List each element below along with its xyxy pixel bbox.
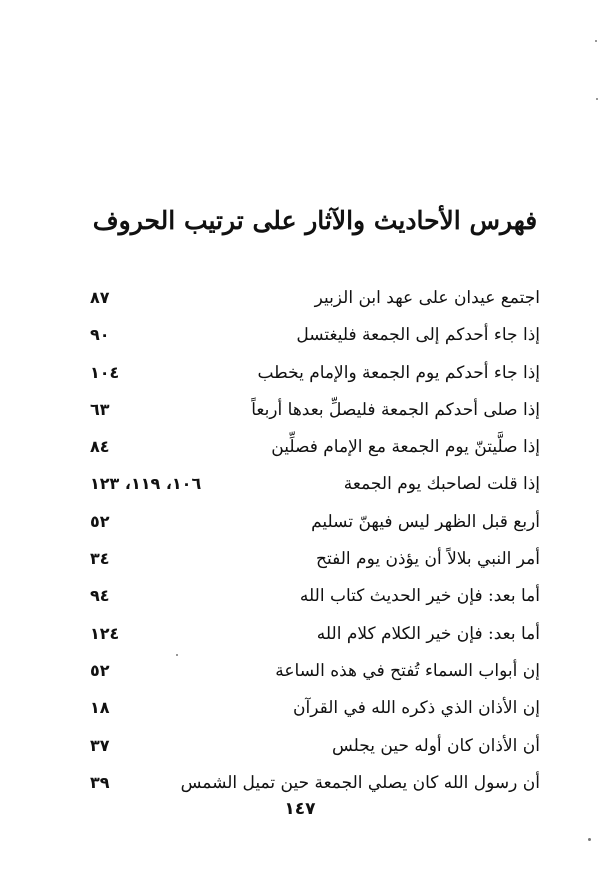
index-entry — [90, 729, 540, 766]
index-entry — [90, 654, 540, 691]
entry-page-numbers: ٣٩ — [90, 772, 110, 792]
entry-page-numbers: ٨٧ — [90, 288, 110, 307]
index-entry — [90, 318, 540, 355]
entry-text: أن الأذان كان أوله حين يجلس — [332, 735, 540, 756]
entry-text: اجتمع عيدان على عهد ابن الزبير — [314, 288, 540, 308]
entry-page-numbers: ٩٤ — [90, 586, 110, 606]
scan-speck — [588, 838, 591, 841]
entry-text: أمر النبي بلالاً أن يؤذن يوم الفتح — [316, 549, 540, 570]
index-entry — [90, 691, 540, 728]
entry-page-numbers: ٣٧ — [90, 735, 110, 755]
index-entry — [90, 579, 540, 616]
entry-text: أربع قبل الظهر ليس فيهنّ تسليم — [311, 511, 540, 532]
index-entry — [90, 542, 540, 579]
index-title: فهرس الأحاديث والآثار على ترتيب الحروف — [92, 206, 538, 235]
entry-text: إذا قلت لصاحبك يوم الجمعة — [343, 474, 540, 495]
entry-text: إن الأذان الذي ذكره الله في القرآن — [293, 698, 540, 719]
entry-text: إذا صلى أحدكم الجمعة فليصلِّ بعدها أربعاً — [251, 399, 540, 420]
entry-page-numbers: ١٢٤ — [90, 623, 120, 643]
entry-page-numbers: ١٠٦، ١١٩، ١٢٣ — [90, 474, 202, 494]
entry-text: إذا جاء أحدكم يوم الجمعة والإمام يخطب — [257, 362, 540, 383]
entry-text: أما بعد: فإن خير الحديث كتاب الله — [299, 586, 540, 607]
entry-page-numbers: ١٠٤ — [90, 362, 120, 382]
entry-text: إن أبواب السماء تُفتح في هذه الساعة — [275, 660, 540, 681]
entry-text: إذا صلَّيتنّ يوم الجمعة مع الإمام فصلِّين — [271, 437, 540, 458]
index-entry — [90, 467, 540, 504]
entry-page-numbers: ٣٤ — [90, 549, 110, 569]
entry-page-numbers: ٩٠ — [90, 325, 110, 345]
index-entry — [90, 281, 540, 318]
entry-text: أما بعد: فإن خير الكلام كلام الله — [316, 623, 540, 644]
index-list — [90, 281, 540, 803]
page-number: ١٤٧ — [284, 799, 316, 819]
index-entry — [90, 617, 540, 654]
entry-page-numbers: ٥٢ — [90, 511, 110, 531]
index-entry — [90, 356, 540, 393]
scan-speck — [176, 654, 178, 656]
entry-text: إذا جاء أحدكم إلى الجمعة فليغتسل — [296, 325, 540, 346]
entry-page-numbers: ٦٣ — [90, 399, 110, 419]
entry-page-numbers: ١٨ — [90, 698, 110, 718]
index-entry — [90, 505, 540, 542]
entry-page-numbers: ٥٢ — [90, 660, 110, 680]
index-entry — [90, 430, 540, 467]
entry-text: أن رسول الله كان يصلي الجمعة حين تميل الشمس — [180, 772, 540, 793]
scan-speck — [595, 40, 597, 42]
index-entry — [90, 393, 540, 430]
entry-page-numbers: ٨٤ — [90, 437, 110, 457]
scan-speck — [596, 98, 598, 100]
